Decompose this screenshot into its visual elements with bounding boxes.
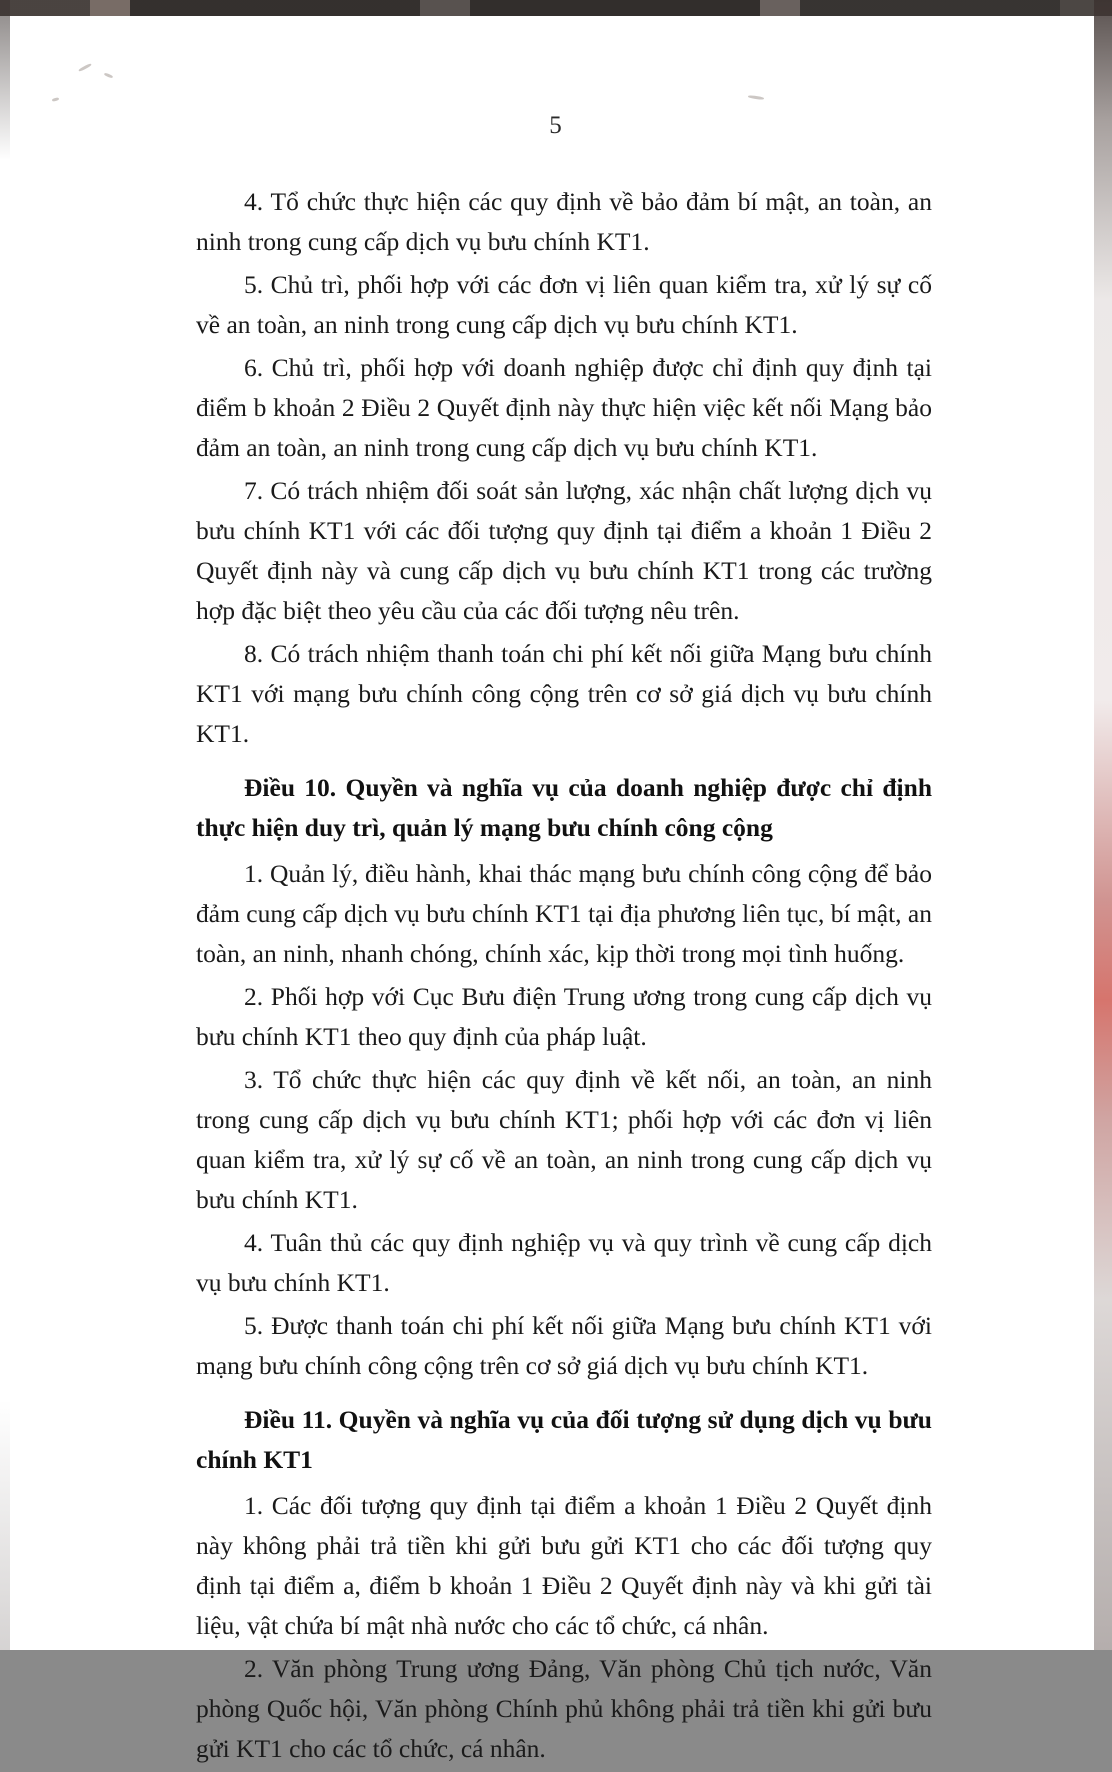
paragraph: 2. Văn phòng Trung ương Đảng, Văn phòng Chủ tịch nước, Văn phòng Quốc hội, Văn phòng Chính phủ không phải trả tiền khi gửi bưu gửi KT1 cho các tổ chức, cá nhân. xyxy=(196,1654,932,1763)
paragraph: 8. Có trách nhiệm thanh toán chi phí kết nối giữa Mạng bưu chính KT1 với mạng bưu chính công cộng trên cơ sở giá dịch vụ bưu chính KT1. xyxy=(196,639,932,748)
scan-edge-artifact-top xyxy=(0,0,1112,16)
paragraph: 7. Có trách nhiệm đối soát sản lượng, xác nhận chất lượng dịch vụ bưu chính KT1 với các đối tượng quy định tại điểm a khoản 1 Điều 2 Quyết định này và cung cấp dịch vụ bưu chính KT1 trong các trường hợp đặc biệt theo yêu cầu của các đối tượng nêu trên. xyxy=(196,476,932,625)
article-heading-11: Điều 11. Quyền và nghĩa vụ của đối tượng sử dụng dịch vụ bưu chính KT1 xyxy=(196,1405,932,1474)
scan-edge-artifact-right xyxy=(1094,0,1112,1650)
paragraph: 6. Chủ trì, phối hợp với doanh nghiệp được chỉ định quy định tại điểm b khoản 2 Điều 2 Quyết định này thực hiện việc kết nối Mạng bảo đảm an toàn, an ninh trong cung cấp dịch vụ bưu chính KT1. xyxy=(196,353,932,462)
page-number: 5 xyxy=(549,112,563,139)
scan-edge-artifact-left xyxy=(0,0,10,1650)
scan-speck xyxy=(52,97,60,102)
paragraph: 5. Chủ trì, phối hợp với các đơn vị liên quan kiểm tra, xử lý sự cố về an toàn, an ninh trong cung cấp dịch vụ bưu chính KT1. xyxy=(196,270,932,339)
article-heading-10: Điều 10. Quyền và nghĩa vụ của doanh nghiệp được chỉ định thực hiện duy trì, quản lý mạng bưu chính công cộng xyxy=(196,773,932,842)
paragraph: 1. Quản lý, điều hành, khai thác mạng bưu chính công cộng để bảo đảm cung cấp dịch vụ bưu chính KT1 tại địa phương liên tục, bí mật, an toàn, an ninh, nhanh chóng, chính xác, kịp thời trong mọi tình huống. xyxy=(196,859,932,968)
paragraph: 4. Tổ chức thực hiện các quy định về bảo đảm bí mật, an toàn, an ninh trong cung cấp dịch vụ bưu chính KT1. xyxy=(196,187,932,256)
document-body xyxy=(196,182,932,1772)
paragraph: 2. Phối hợp với Cục Bưu điện Trung ương trong cung cấp dịch vụ bưu chính KT1 theo quy định của pháp luật. xyxy=(196,982,932,1051)
paragraph: 4. Tuân thủ các quy định nghiệp vụ và quy trình về cung cấp dịch vụ bưu chính KT1. xyxy=(196,1228,932,1297)
scan-speck xyxy=(104,72,113,78)
paragraph: 1. Các đối tượng quy định tại điểm a khoản 1 Điều 2 Quyết định này không phải trả tiền khi gửi bưu gửi KT1 cho các đối tượng quy định tại điểm a, điểm b khoản 1 Điều 2 Quyết định này và khi gửi tài liệu, vật chứa bí mật nhà nước cho các tổ chức, cá nhân. xyxy=(196,1491,932,1640)
scan-speck xyxy=(78,63,92,72)
scan-speck xyxy=(748,95,764,100)
paragraph: 5. Được thanh toán chi phí kết nối giữa Mạng bưu chính KT1 với mạng bưu chính công cộng trên cơ sở giá dịch vụ bưu chính KT1. xyxy=(196,1311,932,1380)
paragraph: 3. Tổ chức thực hiện các quy định về kết nối, an toàn, an ninh trong cung cấp dịch vụ bưu chính KT1; phối hợp với các đơn vị liên quan kiểm tra, xử lý sự cố về an toàn, an ninh trong cung cấp dịch vụ bưu chính KT1. xyxy=(196,1065,932,1214)
